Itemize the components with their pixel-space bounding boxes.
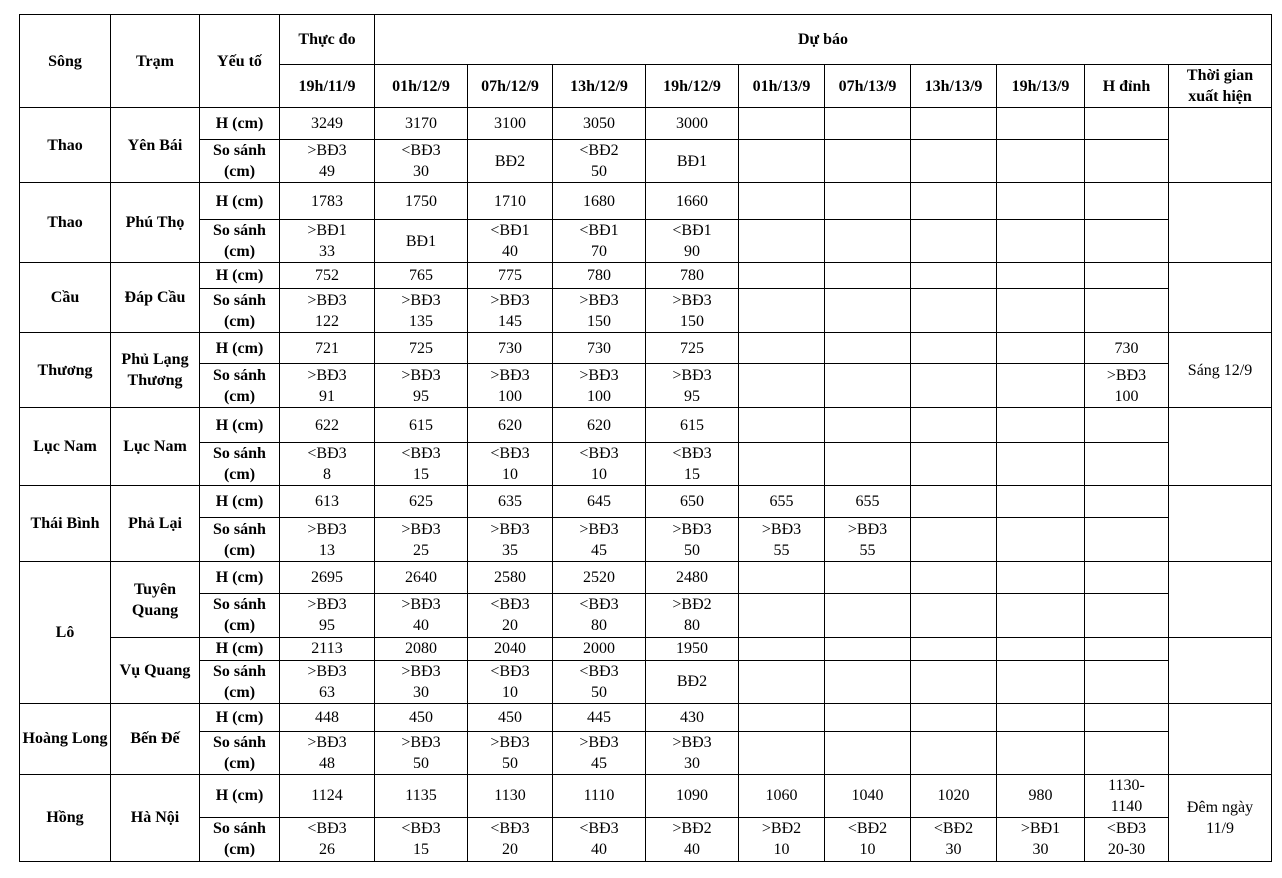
h-value-cell: 1680 [553, 183, 646, 220]
compare-value-cell: <BĐ3 10 [468, 443, 553, 486]
compare-value-cell [911, 289, 997, 333]
factor-h-label: H (cm) [200, 774, 280, 817]
h-value-cell: 1130 [468, 774, 553, 817]
header-station: Trạm [111, 15, 200, 108]
appear-time-cell [1169, 183, 1272, 263]
h-value-cell: 730 [553, 333, 646, 364]
compare-value-cell [825, 443, 911, 486]
h-value-cell: 780 [646, 263, 739, 289]
compare-value-cell: >BĐ3 100 [553, 364, 646, 408]
h-value-cell: 615 [375, 408, 468, 443]
table-row [20, 518, 1272, 562]
factor-compare-label: So sánh (cm) [200, 660, 280, 703]
h-value-cell: 752 [280, 263, 375, 289]
station-name-cell: Vụ Quang [111, 637, 200, 703]
compare-value-cell: >BĐ3 30 [375, 660, 468, 703]
compare-value-cell [911, 220, 997, 263]
header-time: 19h/11/9 [280, 65, 375, 108]
h-value-cell [825, 703, 911, 731]
table-row [20, 333, 1272, 364]
h-value-cell: 730 [468, 333, 553, 364]
h-value-cell: 1060 [739, 774, 825, 817]
h-value-cell: 765 [375, 263, 468, 289]
header-time: 19h/12/9 [646, 65, 739, 108]
compare-value-cell: <BĐ1 70 [553, 220, 646, 263]
compare-value-cell: >BĐ3 55 [825, 518, 911, 562]
compare-value-cell [739, 660, 825, 703]
h-value-cell: 2080 [375, 637, 468, 660]
h-value-cell: 655 [825, 486, 911, 518]
h-value-cell: 645 [553, 486, 646, 518]
h-value-cell: 2520 [553, 562, 646, 593]
h-peak-cell [1085, 486, 1169, 518]
table-row [20, 108, 1272, 140]
compare-value-cell: >BĐ3 63 [280, 660, 375, 703]
river-name-cell: Lô [20, 562, 111, 703]
station-name-cell: Bến Đế [111, 703, 200, 774]
h-value-cell [911, 703, 997, 731]
compare-value-cell [911, 140, 997, 183]
h-value-cell: 780 [553, 263, 646, 289]
compare-value-cell: <BĐ3 50 [553, 660, 646, 703]
h-value-cell: 1124 [280, 774, 375, 817]
h-peak-cell [1085, 183, 1169, 220]
river-name-cell: Hồng [20, 774, 111, 861]
compare-value-cell [911, 443, 997, 486]
h-value-cell [825, 637, 911, 660]
compare-value-cell: >BĐ3 48 [280, 731, 375, 774]
h-value-cell: 620 [553, 408, 646, 443]
compare-value-cell: <BĐ2 50 [553, 140, 646, 183]
h-value-cell [997, 108, 1085, 140]
compare-value-cell: >BĐ3 135 [375, 289, 468, 333]
compare-value-cell: BĐ2 [468, 140, 553, 183]
h-value-cell [997, 333, 1085, 364]
factor-h-label: H (cm) [200, 562, 280, 593]
h-value-cell [997, 263, 1085, 289]
river-name-cell: Cầu [20, 263, 111, 333]
appear-time-cell [1169, 637, 1272, 703]
table-row [20, 263, 1272, 289]
table-row [20, 183, 1272, 220]
h-value-cell: 775 [468, 263, 553, 289]
compare-value-cell: <BĐ1 90 [646, 220, 739, 263]
compare-value-cell: >BĐ3 55 [739, 518, 825, 562]
h-peak-cell: 1130- 1140 [1085, 774, 1169, 817]
compare-value-cell: >BĐ3 45 [553, 731, 646, 774]
h-value-cell [825, 108, 911, 140]
h-value-cell: 620 [468, 408, 553, 443]
appear-time-cell [1169, 108, 1272, 183]
compare-value-cell: >BĐ3 50 [375, 731, 468, 774]
factor-compare-label: So sánh (cm) [200, 220, 280, 263]
h-value-cell: 2480 [646, 562, 739, 593]
h-value-cell [739, 108, 825, 140]
h-value-cell: 721 [280, 333, 375, 364]
factor-compare-label: So sánh (cm) [200, 364, 280, 408]
compare-peak-cell [1085, 443, 1169, 486]
table-row [20, 774, 1272, 817]
station-name-cell: Phú Thọ [111, 183, 200, 263]
compare-peak-cell [1085, 660, 1169, 703]
h-value-cell: 3000 [646, 108, 739, 140]
compare-value-cell: <BĐ2 30 [911, 817, 997, 861]
header-factor: Yếu tố [200, 15, 280, 108]
h-value-cell: 2695 [280, 562, 375, 593]
h-value-cell: 2000 [553, 637, 646, 660]
h-value-cell: 650 [646, 486, 739, 518]
h-value-cell [739, 408, 825, 443]
header-river: Sông [20, 15, 111, 108]
compare-value-cell [997, 220, 1085, 263]
compare-value-cell [997, 731, 1085, 774]
compare-peak-cell [1085, 220, 1169, 263]
appear-time-cell [1169, 408, 1272, 486]
h-value-cell [997, 637, 1085, 660]
compare-peak-cell: >BĐ3 100 [1085, 364, 1169, 408]
station-name-cell: Phả Lại [111, 486, 200, 562]
compare-value-cell [997, 140, 1085, 183]
compare-value-cell [911, 660, 997, 703]
h-value-cell [911, 562, 997, 593]
river-name-cell: Thương [20, 333, 111, 408]
h-value-cell [911, 637, 997, 660]
table-row [20, 637, 1272, 660]
header-forecast: Dự báo [375, 15, 1272, 65]
h-value-cell [739, 703, 825, 731]
factor-compare-label: So sánh (cm) [200, 593, 280, 637]
h-value-cell: 3050 [553, 108, 646, 140]
factor-h-label: H (cm) [200, 333, 280, 364]
factor-h-label: H (cm) [200, 486, 280, 518]
compare-value-cell: >BĐ3 95 [646, 364, 739, 408]
header-time: 13h/12/9 [553, 65, 646, 108]
appear-time-cell [1169, 703, 1272, 774]
h-value-cell: 1040 [825, 774, 911, 817]
compare-value-cell [825, 660, 911, 703]
header-time: 19h/13/9 [997, 65, 1085, 108]
factor-h-label: H (cm) [200, 263, 280, 289]
factor-compare-label: So sánh (cm) [200, 140, 280, 183]
compare-value-cell [911, 731, 997, 774]
table-row [20, 660, 1272, 703]
h-value-cell: 430 [646, 703, 739, 731]
header-time: 01h/12/9 [375, 65, 468, 108]
h-value-cell: 622 [280, 408, 375, 443]
compare-value-cell: >BĐ3 91 [280, 364, 375, 408]
header-appear-time: Thời gian xuất hiện [1169, 65, 1272, 108]
compare-value-cell [825, 140, 911, 183]
compare-value-cell [739, 593, 825, 637]
table-row [20, 140, 1272, 183]
river-name-cell: Thao [20, 183, 111, 263]
h-value-cell: 1783 [280, 183, 375, 220]
compare-value-cell: >BĐ3 50 [646, 518, 739, 562]
h-value-cell: 450 [468, 703, 553, 731]
compare-value-cell: <BĐ2 10 [825, 817, 911, 861]
compare-value-cell [739, 220, 825, 263]
h-value-cell [825, 408, 911, 443]
h-value-cell: 2113 [280, 637, 375, 660]
river-name-cell: Thao [20, 108, 111, 183]
header-time: 13h/13/9 [911, 65, 997, 108]
compare-value-cell: >BĐ3 122 [280, 289, 375, 333]
compare-value-cell [997, 289, 1085, 333]
h-peak-cell [1085, 562, 1169, 593]
factor-h-label: H (cm) [200, 183, 280, 220]
compare-value-cell: <BĐ3 15 [375, 443, 468, 486]
h-value-cell [739, 263, 825, 289]
compare-value-cell: <BĐ3 40 [553, 817, 646, 861]
factor-h-label: H (cm) [200, 703, 280, 731]
compare-value-cell: >BĐ2 10 [739, 817, 825, 861]
appear-time-cell [1169, 486, 1272, 562]
compare-value-cell [739, 443, 825, 486]
compare-value-cell: <BĐ3 15 [375, 817, 468, 861]
compare-value-cell [825, 593, 911, 637]
factor-h-label: H (cm) [200, 108, 280, 140]
h-value-cell: 445 [553, 703, 646, 731]
compare-value-cell [739, 289, 825, 333]
compare-value-cell: >BĐ3 25 [375, 518, 468, 562]
h-value-cell: 1750 [375, 183, 468, 220]
compare-value-cell [997, 518, 1085, 562]
h-value-cell: 655 [739, 486, 825, 518]
compare-value-cell: <BĐ1 40 [468, 220, 553, 263]
factor-compare-label: So sánh (cm) [200, 731, 280, 774]
header-time: 01h/13/9 [739, 65, 825, 108]
table-row [20, 364, 1272, 408]
compare-value-cell: >BĐ2 40 [646, 817, 739, 861]
river-name-cell: Thái Bình [20, 486, 111, 562]
table-row [20, 443, 1272, 486]
compare-peak-cell [1085, 140, 1169, 183]
compare-peak-cell [1085, 289, 1169, 333]
h-value-cell: 2040 [468, 637, 553, 660]
compare-value-cell: <BĐ3 30 [375, 140, 468, 183]
compare-value-cell: >BĐ3 95 [375, 364, 468, 408]
compare-value-cell: >BĐ3 35 [468, 518, 553, 562]
h-value-cell: 3100 [468, 108, 553, 140]
h-value-cell: 1660 [646, 183, 739, 220]
appear-time-cell: Đêm ngày 11/9 [1169, 774, 1272, 861]
compare-value-cell: <BĐ3 20 [468, 817, 553, 861]
h-peak-cell [1085, 108, 1169, 140]
h-peak-cell [1085, 637, 1169, 660]
h-peak-cell [1085, 263, 1169, 289]
h-value-cell: 448 [280, 703, 375, 731]
h-value-cell: 450 [375, 703, 468, 731]
h-value-cell [911, 263, 997, 289]
compare-value-cell: >BĐ3 30 [646, 731, 739, 774]
h-value-cell [911, 108, 997, 140]
river-name-cell: Lục Nam [20, 408, 111, 486]
compare-value-cell: BĐ2 [646, 660, 739, 703]
header-time: 07h/12/9 [468, 65, 553, 108]
h-value-cell [825, 183, 911, 220]
table-row [20, 562, 1272, 593]
compare-value-cell [825, 364, 911, 408]
h-value-cell [997, 703, 1085, 731]
h-value-cell: 1090 [646, 774, 739, 817]
station-name-cell: Lục Nam [111, 408, 200, 486]
header-peak: H đỉnh [1085, 65, 1169, 108]
h-value-cell [739, 183, 825, 220]
header-time: 07h/13/9 [825, 65, 911, 108]
station-name-cell: Đáp Cầu [111, 263, 200, 333]
h-value-cell [739, 562, 825, 593]
table-row [20, 593, 1272, 637]
compare-peak-cell [1085, 731, 1169, 774]
compare-value-cell [825, 731, 911, 774]
h-value-cell: 613 [280, 486, 375, 518]
compare-value-cell [739, 364, 825, 408]
h-value-cell [825, 263, 911, 289]
station-name-cell: Tuyên Quang [111, 562, 200, 637]
station-name-cell: Hà Nội [111, 774, 200, 861]
compare-value-cell [911, 518, 997, 562]
appear-time-cell: Sáng 12/9 [1169, 333, 1272, 408]
compare-value-cell: <BĐ3 10 [553, 443, 646, 486]
factor-compare-label: So sánh (cm) [200, 289, 280, 333]
factor-compare-label: So sánh (cm) [200, 518, 280, 562]
compare-value-cell: >BĐ2 80 [646, 593, 739, 637]
compare-value-cell [739, 140, 825, 183]
header-observed: Thực đo [280, 15, 375, 65]
table-row [20, 408, 1272, 443]
h-value-cell: 1110 [553, 774, 646, 817]
table-row [20, 703, 1272, 731]
table-row [20, 220, 1272, 263]
compare-value-cell: >BĐ3 145 [468, 289, 553, 333]
compare-value-cell: >BĐ3 45 [553, 518, 646, 562]
compare-value-cell: >BĐ3 40 [375, 593, 468, 637]
h-value-cell [739, 333, 825, 364]
h-value-cell: 615 [646, 408, 739, 443]
factor-h-label: H (cm) [200, 637, 280, 660]
factor-h-label: H (cm) [200, 408, 280, 443]
h-value-cell: 3170 [375, 108, 468, 140]
station-name-cell: Yên Bái [111, 108, 200, 183]
compare-value-cell: <BĐ3 26 [280, 817, 375, 861]
compare-value-cell: >BĐ3 49 [280, 140, 375, 183]
table-row [20, 731, 1272, 774]
compare-value-cell: >BĐ3 50 [468, 731, 553, 774]
compare-value-cell: <BĐ3 10 [468, 660, 553, 703]
compare-value-cell: >BĐ3 150 [646, 289, 739, 333]
compare-value-cell [997, 660, 1085, 703]
compare-value-cell: <BĐ3 8 [280, 443, 375, 486]
compare-value-cell [997, 364, 1085, 408]
h-value-cell [739, 637, 825, 660]
h-value-cell: 625 [375, 486, 468, 518]
compare-value-cell: <BĐ3 80 [553, 593, 646, 637]
h-value-cell [911, 183, 997, 220]
h-value-cell [911, 408, 997, 443]
h-peak-cell [1085, 408, 1169, 443]
appear-time-cell [1169, 562, 1272, 637]
station-name-cell: Phủ Lạng Thương [111, 333, 200, 408]
compare-value-cell [997, 593, 1085, 637]
compare-value-cell: >BĐ3 100 [468, 364, 553, 408]
compare-peak-cell [1085, 593, 1169, 637]
h-value-cell: 635 [468, 486, 553, 518]
compare-value-cell [739, 731, 825, 774]
h-peak-cell [1085, 703, 1169, 731]
h-value-cell [997, 408, 1085, 443]
h-value-cell: 1020 [911, 774, 997, 817]
h-peak-cell: 730 [1085, 333, 1169, 364]
compare-value-cell: BĐ1 [646, 140, 739, 183]
h-value-cell [911, 486, 997, 518]
compare-value-cell: >BĐ1 30 [997, 817, 1085, 861]
compare-value-cell: >BĐ3 95 [280, 593, 375, 637]
header-row-1 [20, 15, 1272, 65]
compare-value-cell [825, 220, 911, 263]
h-value-cell: 3249 [280, 108, 375, 140]
water-level-table [19, 14, 1272, 862]
h-value-cell: 1950 [646, 637, 739, 660]
h-value-cell: 725 [375, 333, 468, 364]
h-value-cell: 980 [997, 774, 1085, 817]
table-row [20, 486, 1272, 518]
compare-value-cell: <BĐ3 15 [646, 443, 739, 486]
compare-value-cell [997, 443, 1085, 486]
river-name-cell: Hoàng Long [20, 703, 111, 774]
appear-time-cell [1169, 263, 1272, 333]
h-value-cell: 1710 [468, 183, 553, 220]
compare-peak-cell: <BĐ3 20-30 [1085, 817, 1169, 861]
h-value-cell [825, 562, 911, 593]
compare-value-cell: >BĐ3 13 [280, 518, 375, 562]
h-value-cell: 2580 [468, 562, 553, 593]
compare-value-cell [825, 289, 911, 333]
h-value-cell: 2640 [375, 562, 468, 593]
compare-value-cell [911, 364, 997, 408]
h-value-cell: 1135 [375, 774, 468, 817]
h-value-cell [997, 486, 1085, 518]
table-row [20, 817, 1272, 861]
factor-compare-label: So sánh (cm) [200, 817, 280, 861]
h-value-cell [911, 333, 997, 364]
h-value-cell: 725 [646, 333, 739, 364]
h-value-cell [997, 562, 1085, 593]
h-value-cell [997, 183, 1085, 220]
compare-value-cell: <BĐ3 20 [468, 593, 553, 637]
compare-peak-cell [1085, 518, 1169, 562]
h-value-cell [825, 333, 911, 364]
compare-value-cell: BĐ1 [375, 220, 468, 263]
compare-value-cell [911, 593, 997, 637]
compare-value-cell: >BĐ3 150 [553, 289, 646, 333]
factor-compare-label: So sánh (cm) [200, 443, 280, 486]
table-body [20, 108, 1272, 862]
compare-value-cell: >BĐ1 33 [280, 220, 375, 263]
table-row [20, 289, 1272, 333]
